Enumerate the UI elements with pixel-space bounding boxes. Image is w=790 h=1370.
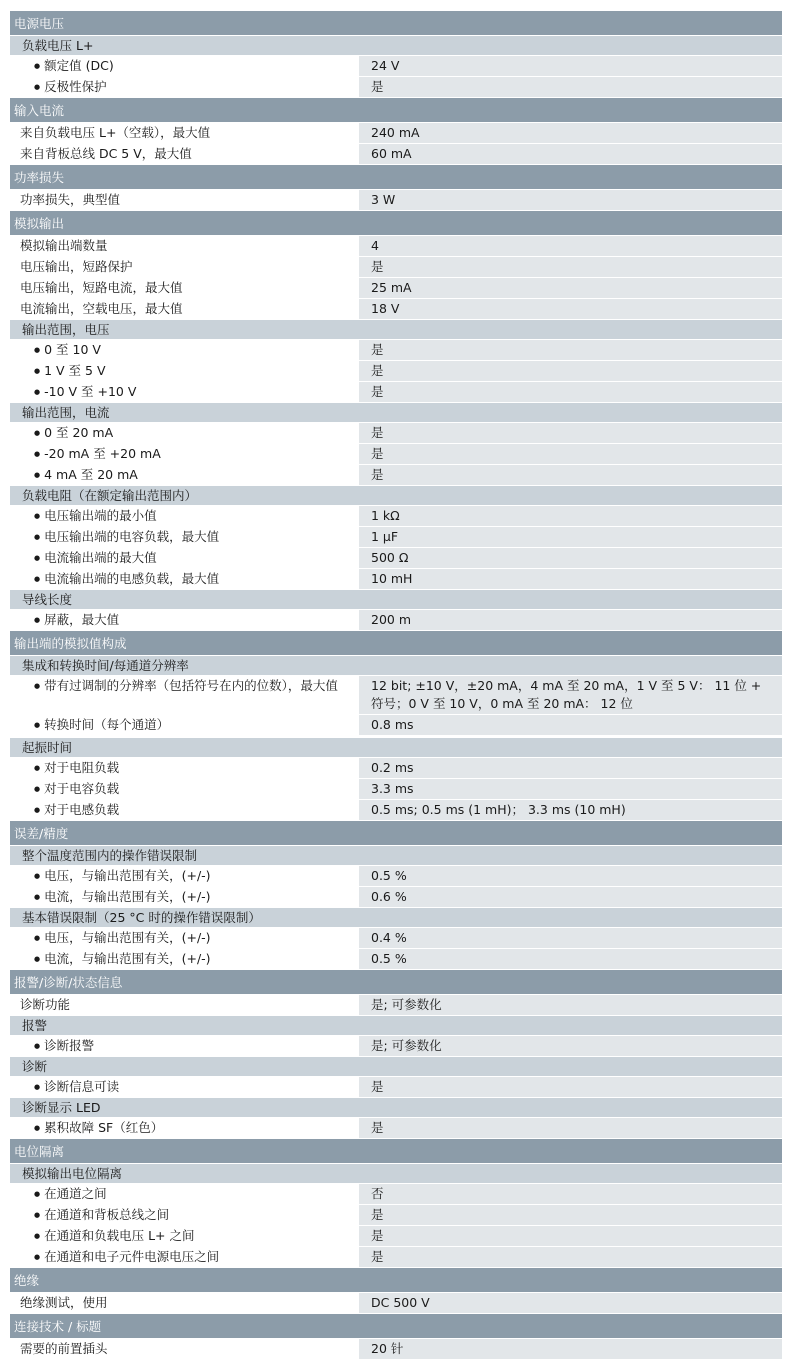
spec-value: DC 500 V: [359, 1293, 782, 1313]
spec-label: 绝缘测试，使用: [10, 1293, 355, 1313]
spec-label: ● 诊断报警: [10, 1036, 355, 1056]
spec-row: [10, 994, 782, 1015]
subsection-header: 诊断: [10, 1056, 782, 1076]
spec-label: ● 电压，与输出范围有关，(+/-): [10, 928, 355, 948]
spec-row: [10, 143, 782, 164]
spec-value: 240 mA: [359, 123, 782, 143]
spec-label: 电压输出，短路电流，最大值: [10, 278, 355, 298]
section-header: 功率损失: [10, 164, 782, 189]
spec-label: ● 4 mA 至 20 mA: [10, 465, 355, 485]
spec-value: 是; 可参数化: [359, 995, 782, 1015]
spec-row: [10, 927, 782, 948]
spec-value: 0.4 %: [359, 928, 782, 948]
subsection-header: 模拟输出电位隔离: [10, 1163, 782, 1183]
section-header: 绝缘: [10, 1267, 782, 1292]
spec-row: [10, 235, 782, 256]
spec-label: ● 在通道之间: [10, 1184, 355, 1204]
spec-value: 0.5 ms; 0.5 ms (1 mH)； 3.3 ms (10 mH): [359, 800, 782, 820]
spec-value: 4: [359, 236, 782, 256]
subsection-header: 报警: [10, 1015, 782, 1035]
spec-value: 0.8 ms: [359, 715, 782, 735]
spec-value: 是: [359, 1077, 782, 1097]
spec-value: 是: [359, 444, 782, 464]
spec-label: ● 额定值 (DC): [10, 56, 355, 76]
spec-row: [10, 422, 782, 443]
spec-value: 是: [359, 382, 782, 402]
spec-value: 0.2 ms: [359, 758, 782, 778]
spec-label: ● 在通道和负载电压 L+ 之间: [10, 1226, 355, 1246]
spec-label: 模拟输出端数量: [10, 236, 355, 256]
spec-value: 25 mA: [359, 278, 782, 298]
spec-row: [10, 339, 782, 360]
spec-label: ● 电压，与输出范围有关，(+/-): [10, 866, 355, 886]
spec-value: 是; 可参数化: [359, 1036, 782, 1056]
spec-row: [10, 256, 782, 277]
subsection-header: 输出范围，电流: [10, 402, 782, 422]
spec-label: ● 对于电感负载: [10, 800, 355, 820]
spec-label: 需要的前置插头: [10, 1339, 355, 1359]
spec-label: 来自背板总线 DC 5 V，最大值: [10, 144, 355, 164]
spec-row: [10, 1338, 782, 1359]
spec-row: [10, 122, 782, 143]
spec-row: [10, 609, 782, 630]
spec-value: 1 μF: [359, 527, 782, 547]
section-header: 误差/精度: [10, 820, 782, 845]
spec-label: ● 带有过调制的分辨率（包括符号在内的位数），最大值: [10, 676, 355, 714]
spec-label: ● 反极性保护: [10, 77, 355, 97]
spec-label: ● 屏蔽，最大值: [10, 610, 355, 630]
spec-label: ● -20 mA 至 +20 mA: [10, 444, 355, 464]
spec-value: 是: [359, 77, 782, 97]
spec-row: [10, 360, 782, 381]
spec-value: 是: [359, 361, 782, 381]
subsection-header: 集成和转换时间/每通道分辨率: [10, 655, 782, 675]
spec-value: 24 V: [359, 56, 782, 76]
subsection-header: 导线长度: [10, 589, 782, 609]
spec-value: 12 bit; ±10 V，±20 mA，4 mA 至 20 mA，1 V 至 5 V： 11 位 + 符号；0 V 至 10 V，0 mA 至 20 mA： 12 位: [359, 676, 782, 714]
section-header: 电位隔离: [10, 1138, 782, 1163]
spec-row: [10, 1117, 782, 1138]
spec-row: [10, 547, 782, 568]
spec-value: 是: [359, 1205, 782, 1225]
subsection-header: 输出范围，电压: [10, 319, 782, 339]
spec-value: 是: [359, 1247, 782, 1267]
spec-value: 60 mA: [359, 144, 782, 164]
spec-value: 18 V: [359, 299, 782, 319]
section-header: 输出端的模拟值构成: [10, 630, 782, 655]
spec-value: 0.5 %: [359, 866, 782, 886]
spec-row: [10, 277, 782, 298]
spec-row: [10, 778, 782, 799]
subsection-header: 起振时间: [10, 737, 782, 757]
spec-label: ● 1 V 至 5 V: [10, 361, 355, 381]
spec-value: 是: [359, 423, 782, 443]
spec-row: [10, 714, 782, 735]
spec-row: [10, 886, 782, 907]
spec-value: 500 Ω: [359, 548, 782, 568]
subsection-header: 诊断显示 LED: [10, 1097, 782, 1117]
section-header: 输入电流: [10, 97, 782, 122]
spec-row: [10, 1204, 782, 1225]
spec-label: 功率损失，典型值: [10, 190, 355, 210]
section-header: 报警/诊断/状态信息: [10, 969, 782, 994]
spec-row: [10, 298, 782, 319]
subsection-header: 基本错误限制（25 °C 时的操作错误限制）: [10, 907, 782, 927]
spec-row: [10, 381, 782, 402]
spec-value: 3.3 ms: [359, 779, 782, 799]
spec-row: [10, 189, 782, 210]
spec-label: ● 在通道和背板总线之间: [10, 1205, 355, 1225]
spec-row: [10, 55, 782, 76]
spec-row: [10, 865, 782, 886]
subsection-header: 负载电压 L+: [10, 35, 782, 55]
spec-label: ● 对于电阻负载: [10, 758, 355, 778]
spec-value: 是: [359, 465, 782, 485]
spec-label: ● 电流，与输出范围有关，(+/-): [10, 887, 355, 907]
spec-label: 电流输出，空载电压，最大值: [10, 299, 355, 319]
spec-row: [10, 948, 782, 969]
subsection-header: 整个温度范围内的操作错误限制: [10, 845, 782, 865]
spec-value: 是: [359, 1226, 782, 1246]
spec-value: 否: [359, 1184, 782, 1204]
spec-table: [10, 10, 782, 1359]
spec-row: [10, 443, 782, 464]
spec-value: 200 m: [359, 610, 782, 630]
spec-label: 诊断功能: [10, 995, 355, 1015]
spec-row: [10, 1225, 782, 1246]
spec-label: 电压输出，短路保护: [10, 257, 355, 277]
spec-row: [10, 568, 782, 589]
spec-label: ● 诊断信息可读: [10, 1077, 355, 1097]
spec-value: 0.6 %: [359, 887, 782, 907]
spec-row: [10, 1076, 782, 1097]
spec-label: ● 对于电容负载: [10, 779, 355, 799]
section-header: 电源电压: [10, 10, 782, 35]
spec-value: 是: [359, 257, 782, 277]
spec-label: ● 电流输出端的最大值: [10, 548, 355, 568]
spec-row: [10, 799, 782, 820]
spec-row: [10, 757, 782, 778]
spec-value: 20 针: [359, 1339, 782, 1359]
spec-row: [10, 1246, 782, 1267]
spec-row: [10, 675, 782, 714]
spec-row: [10, 76, 782, 97]
spec-row: [10, 526, 782, 547]
spec-label: ● 0 至 20 mA: [10, 423, 355, 443]
spec-label: ● 转换时间（每个通道）: [10, 715, 355, 735]
spec-row: [10, 1292, 782, 1313]
spec-value: 3 W: [359, 190, 782, 210]
spec-row: [10, 464, 782, 485]
spec-label: ● 电流输出端的电感负载，最大值: [10, 569, 355, 589]
section-header: 连接技术 / 标题: [10, 1313, 782, 1338]
spec-row: [10, 1035, 782, 1056]
spec-label: ● -10 V 至 +10 V: [10, 382, 355, 402]
spec-label: ● 累积故障 SF（红色）: [10, 1118, 355, 1138]
section-header: 模拟输出: [10, 210, 782, 235]
spec-label: 来自负载电压 L+（空载），最大值: [10, 123, 355, 143]
subsection-header: 负载电阻（在额定输出范围内）: [10, 485, 782, 505]
spec-value: 1 kΩ: [359, 506, 782, 526]
spec-value: 0.5 %: [359, 949, 782, 969]
spec-row: [10, 1183, 782, 1204]
spec-label: ● 电压输出端的最小值: [10, 506, 355, 526]
spec-value: 是: [359, 340, 782, 360]
spec-value: 是: [359, 1118, 782, 1138]
spec-label: ● 0 至 10 V: [10, 340, 355, 360]
spec-label: ● 在通道和电子元件电源电压之间: [10, 1247, 355, 1267]
spec-label: ● 电压输出端的电容负载，最大值: [10, 527, 355, 547]
spec-row: [10, 505, 782, 526]
spec-value: 10 mH: [359, 569, 782, 589]
spec-label: ● 电流，与输出范围有关，(+/-): [10, 949, 355, 969]
